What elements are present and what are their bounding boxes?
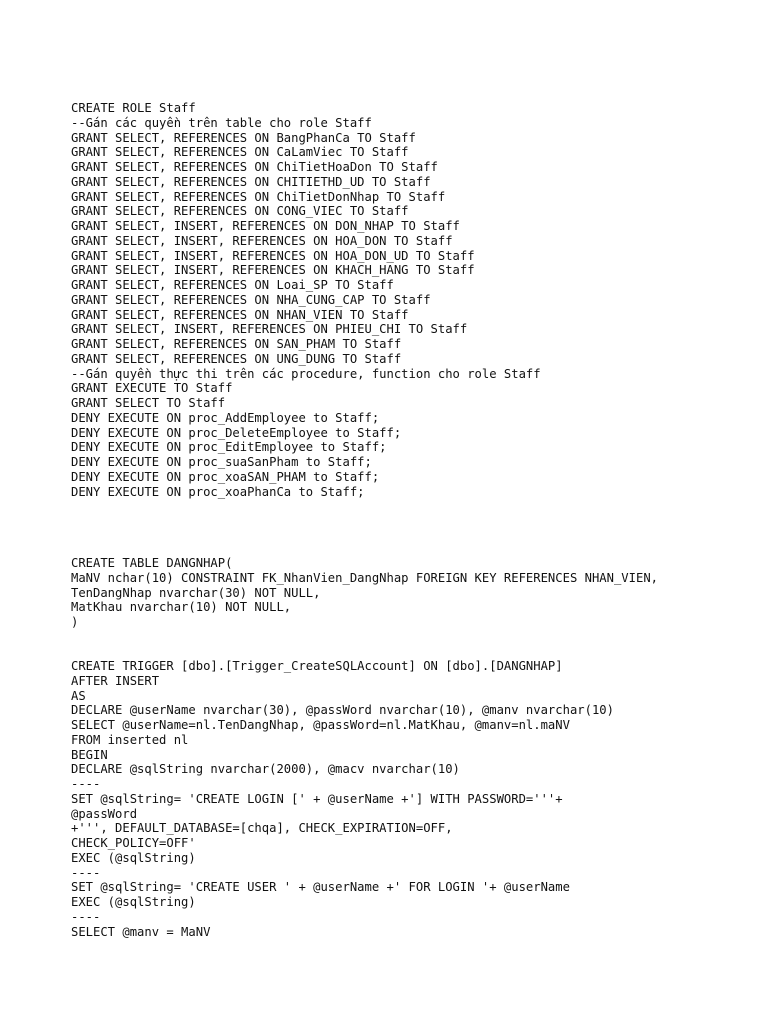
code-line: ): [71, 615, 79, 629]
code-line: SET @sqlString= 'CREATE USER ' + @userName +' FOR LOGIN '+ @userName: [71, 880, 570, 895]
code-line: AFTER INSERT: [71, 673, 160, 688]
code-line: SELECT @manv = MaNV: [71, 924, 211, 939]
create-role-code-block: [71, 101, 541, 499]
code-line: +''', DEFAULT_DATABASE=[chqa], CHECK_EXPIRATION=OFF,: [71, 821, 453, 836]
code-line: GRANT SELECT, REFERENCES ON ChiTietHoaDon TO Staff: [71, 160, 438, 174]
code-line: EXEC (@sqlString): [71, 850, 196, 865]
code-line: GRANT SELECT, REFERENCES ON ChiTietDonNhap TO Staff: [71, 189, 446, 204]
code-line: GRANT SELECT, INSERT, REFERENCES ON DON_NHAP TO Staff: [71, 219, 460, 233]
code-line: SET @sqlString= 'CREATE LOGIN [' + @userName +'] WITH PASSWORD='''+: [71, 791, 563, 806]
code-line: GRANT SELECT, INSERT, REFERENCES ON HOA_DON_UD TO Staff: [71, 248, 475, 263]
create-trigger-code-block: [71, 659, 614, 939]
code-line: MaNV nchar(10) CONSTRAINT FK_NhanVien_DangNhap FOREIGN KEY REFERENCES NHAN_VIEN,: [71, 570, 658, 585]
code-line: BEGIN: [71, 747, 108, 762]
code-line: CREATE TABLE DANGNHAP(: [71, 556, 233, 570]
code-line: GRANT SELECT, REFERENCES ON CONG_VIEC TO Staff: [71, 204, 409, 219]
code-line: TenDangNhap nvarchar(30) NOT NULL,: [71, 585, 321, 600]
code-line: --Gán các quyền trên table cho role Staff: [71, 115, 372, 130]
code-line: CREATE TRIGGER [dbo].[Trigger_CreateSQLAccount] ON [dbo].[DANGNHAP]: [71, 659, 563, 673]
code-line: DENY EXECUTE ON proc_xoaPhanCa to Staff;: [71, 484, 365, 499]
code-line: GRANT SELECT, REFERENCES ON NHA_CUNG_CAP TO Staff: [71, 292, 431, 307]
code-line: EXEC (@sqlString): [71, 895, 196, 909]
code-line: DENY EXECUTE ON proc_DeleteEmployee to Staff;: [71, 425, 402, 440]
code-line: @passWord: [71, 806, 138, 821]
code-line: DENY EXECUTE ON proc_AddEmployee to Staff;: [71, 410, 380, 425]
code-line: DENY EXECUTE ON proc_suaSanPham to Staff;: [71, 455, 372, 469]
code-line: ----: [71, 777, 101, 791]
code-line: DENY EXECUTE ON proc_xoaSAN_PHAM to Staff;: [71, 469, 380, 484]
code-line: ----: [71, 909, 101, 924]
code-line: CHECK_POLICY=OFF': [71, 836, 196, 850]
code-line: GRANT SELECT, INSERT, REFERENCES ON HOA_DON TO Staff: [71, 233, 453, 248]
code-line: DECLARE @sqlString nvarchar(2000), @macv nvarchar(10): [71, 762, 460, 777]
code-line: MatKhau nvarchar(10) NOT NULL,: [71, 600, 292, 615]
code-line: GRANT SELECT, REFERENCES ON NHAN_VIEN TO Staff: [71, 307, 409, 322]
code-line: SELECT @userName=nl.TenDangNhap, @passWord=nl.MatKhau, @manv=nl.maNV: [71, 718, 570, 732]
code-line: GRANT SELECT, REFERENCES ON CaLamViec TO Staff: [71, 145, 409, 160]
code-line: GRANT SELECT, REFERENCES ON CHITIETHD_UD TO Staff: [71, 174, 431, 189]
code-line: GRANT EXECUTE TO Staff: [71, 381, 233, 396]
code-line: --Gán quyền thực thi trên các procedure, function cho role Staff: [71, 366, 541, 381]
code-line: GRANT SELECT TO Staff: [71, 396, 226, 410]
code-line: GRANT SELECT, INSERT, REFERENCES ON KHACH_HANG TO Staff: [71, 263, 475, 278]
code-line: GRANT SELECT, REFERENCES ON UNG_DUNG TO Staff: [71, 351, 402, 366]
code-line: FROM inserted nl: [71, 732, 189, 747]
code-line: CREATE ROLE Staff: [71, 101, 196, 115]
code-line: ----: [71, 865, 101, 880]
code-line: GRANT SELECT, REFERENCES ON Loai_SP TO Staff: [71, 278, 394, 292]
code-line: DECLARE @userName nvarchar(30), @passWord nvarchar(10), @manv nvarchar(10): [71, 703, 614, 718]
create-table-code-block: [71, 556, 658, 630]
code-line: GRANT SELECT, REFERENCES ON BangPhanCa TO Staff: [71, 130, 416, 145]
code-line: GRANT SELECT, REFERENCES ON SAN_PHAM TO Staff: [71, 337, 402, 351]
code-line: GRANT SELECT, INSERT, REFERENCES ON PHIEU_CHI TO Staff: [71, 322, 468, 337]
code-line: DENY EXECUTE ON proc_EditEmployee to Staff;: [71, 440, 387, 455]
code-line: AS: [71, 688, 86, 703]
